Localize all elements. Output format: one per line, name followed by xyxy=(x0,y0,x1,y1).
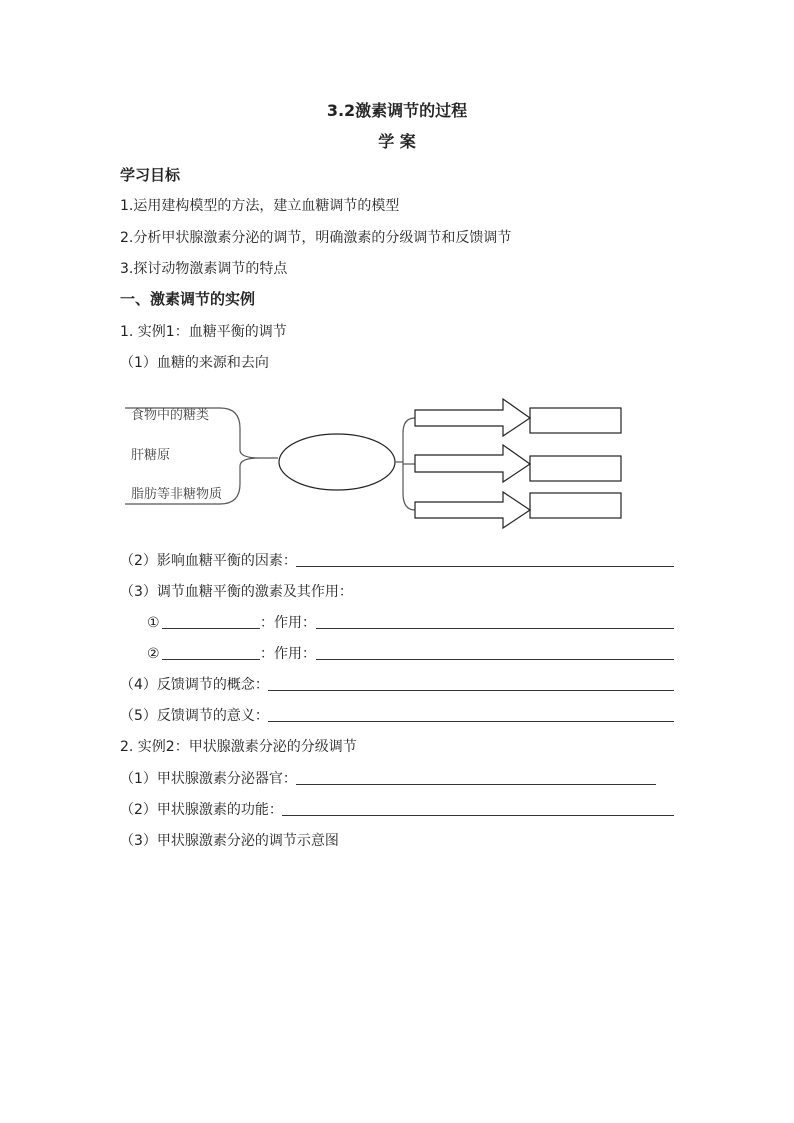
arrow-1 xyxy=(415,399,530,436)
example1-q4: （4）反馈调节的概念： xyxy=(120,677,269,693)
objective-item-2: 2.分析甲状腺激素分泌的调节，明确激素的分级调节和反馈调节 xyxy=(120,230,512,246)
example2-q1: （1）甲状腺激素分泌器官： xyxy=(120,771,297,787)
page-title: 3.2激素调节的过程 xyxy=(326,101,468,120)
hormone2-mark: ② xyxy=(147,646,160,662)
hormone1-mark: ① xyxy=(147,615,160,631)
destination-box-2 xyxy=(530,456,621,481)
hormone1-effect-label: ：作用： xyxy=(260,615,316,631)
source-non-sugar: 脂肪等非糖物质 xyxy=(131,487,223,502)
answer-line-hormone1[interactable] xyxy=(162,628,260,629)
example1-q1: （1）血糖的来源和去向 xyxy=(120,355,269,371)
objective-item-1: 1.运用建构模型的方法，建立血糖调节的模型 xyxy=(120,198,400,214)
arrow-3 xyxy=(415,492,530,528)
destination-box-1 xyxy=(530,408,621,433)
objective-item-3: 3.探讨动物激素调节的特点 xyxy=(120,261,288,277)
example2-label: 2. 实例2：甲状腺激素分泌的分级调节 xyxy=(120,739,357,755)
example1-q3: （3）调节血糖平衡的激素及其作用： xyxy=(120,584,353,600)
source-food-sugar: 食物中的糖类 xyxy=(131,408,210,423)
blood-sugar-ellipse xyxy=(279,434,395,490)
example1-q5: （5）反馈调节的意义： xyxy=(120,708,269,724)
page-subtitle: 学 案 xyxy=(378,132,416,151)
destination-box-3 xyxy=(530,493,621,518)
answer-line-effect2[interactable] xyxy=(316,659,674,660)
example1-q2: （2）影响血糖平衡的因素： xyxy=(120,553,297,569)
section1-heading: 一、激素调节的实例 xyxy=(120,290,256,308)
objectives-heading: 学习目标 xyxy=(120,166,181,184)
answer-line-q4[interactable] xyxy=(268,690,674,691)
source-liver-glycogen: 肝糖原 xyxy=(131,448,171,463)
arrow-2 xyxy=(415,445,530,482)
answer-line-hormone2[interactable] xyxy=(162,659,260,660)
answer-line-q5[interactable] xyxy=(268,721,674,722)
answer-line-q2[interactable] xyxy=(296,566,674,567)
example2-q2: （2）甲状腺激素的功能： xyxy=(120,802,283,818)
answer-line-ex2-q1[interactable] xyxy=(296,784,656,785)
example1-label: 1. 实例1：血糖平衡的调节 xyxy=(120,324,287,340)
answer-line-effect1[interactable] xyxy=(316,628,674,629)
example2-q3: （3）甲状腺激素分泌的调节示意图 xyxy=(120,833,339,849)
answer-line-ex2-q2[interactable] xyxy=(282,815,674,816)
hormone2-effect-label: ：作用： xyxy=(260,646,316,662)
